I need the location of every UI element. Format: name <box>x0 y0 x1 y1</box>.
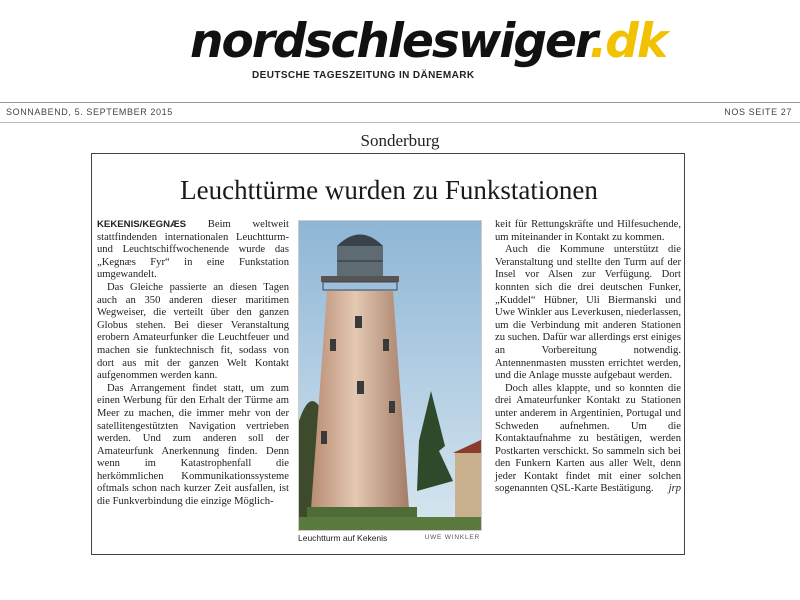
dateline-rule <box>0 122 800 123</box>
photo-credit: UWE WINKLER <box>424 534 480 541</box>
paragraph <box>97 219 289 282</box>
photo-caption <box>298 533 482 543</box>
paragraph: keit für Rettungskräfte und Hilfesuchende, um miteinander in Kontakt zu kommen. <box>495 219 681 243</box>
header-rule <box>0 102 800 103</box>
lighthouse-photo <box>298 220 482 531</box>
brand-tld: .dk <box>589 14 667 69</box>
page-number: NOS SEITE 27 <box>724 107 792 117</box>
paragraph: Auch die Kommune unterstützt die Veranstaltung und stellte den Turm auf der Insel vor Alsen zur Verfügung. Dort konnten sich die drei deutschen Funker, „Kuddel“ Hübner, Uli Biermanski und Uwe Winkler aus Leverkusen, niederlassen, um die Verbindung mit anderen Stationen zu suchen. Dafür war allerdings erst einiges an Vorbereitung notwendig. Antennenmasten mussten errichtet werden, und die Anlage musste aufgebaut werden. <box>495 244 681 382</box>
article-column-1 <box>97 219 289 509</box>
author-byline: jrp <box>668 483 681 495</box>
dateline-kicker: KEKENIS/KEGNÆS <box>97 219 187 230</box>
paragraph <box>495 383 681 496</box>
article-headline: Leuchttürme wurden zu Funkstationen <box>180 175 598 205</box>
brand-name: nordschleswiger <box>190 14 590 69</box>
caption-text: Leuchtturm auf Kekenis <box>298 533 388 543</box>
masthead <box>0 0 800 102</box>
paragraph-text: Doch alles klappte, und so konnten die drei Amateurfunker Kontakt zu Stationen unter anderem in Argentinien, Portugal und Schweden aufnehmen. Um die Kontaktaufnahme zu bestätigen, werden Postkarten verschickt. So sammeln sich bei den Funkern Karten aus aller Welt, denn jeder Kontakt findet mit einer solchen sogenannten QSL-Karte Bestätigung. <box>495 382 681 495</box>
lighthouse-illustration <box>299 221 482 531</box>
paragraph: Das Arrangement findet statt, um zum einen Werbung für den Erhalt der Türme am Meer zu machen, die immer mehr von der satellitengestützten Navigation vertrieben werden. Und zum anderen soll der Amateurfunk Anerkennung finden. Denn wenn im Katastrophenfall die herkömmlichen Kommunikationssysteme oftmals schon nach kurzer Zeit ausfallen, ist die Funkverbindung die einzige Möglich- <box>97 382 289 508</box>
article-clipping <box>91 153 685 555</box>
section-title: Sonderburg <box>360 131 440 150</box>
paragraph: Das Gleiche passierte an diesen Tagen auch an 350 anderen dieser maritimen Wegweiser, die verteilt über den ganzen Globus stehen. Bei dieser Veranstaltung erobern Amateurfunker die Leuchtfeuer und machen sie funktechnisch fit, sodass von dort aus mit der ganzen Welt Kontakt aufgenommen werden kann. <box>97 281 289 382</box>
paragraph-text: Beim weltweit stattfindenden internationalen Leuchtturm- und Leuchtschiffwochenende wurde das „Kegnæs Fyr“ in eine Funkstation umgewandelt. <box>97 219 289 281</box>
article-column-2 <box>495 219 681 496</box>
brand-logo <box>190 14 667 70</box>
issue-date: SONNABEND, 5. SEPTEMBER 2015 <box>6 107 173 117</box>
tagline: DEUTSCHE TAGESZEITUNG IN DÄNEMARK <box>252 70 475 81</box>
